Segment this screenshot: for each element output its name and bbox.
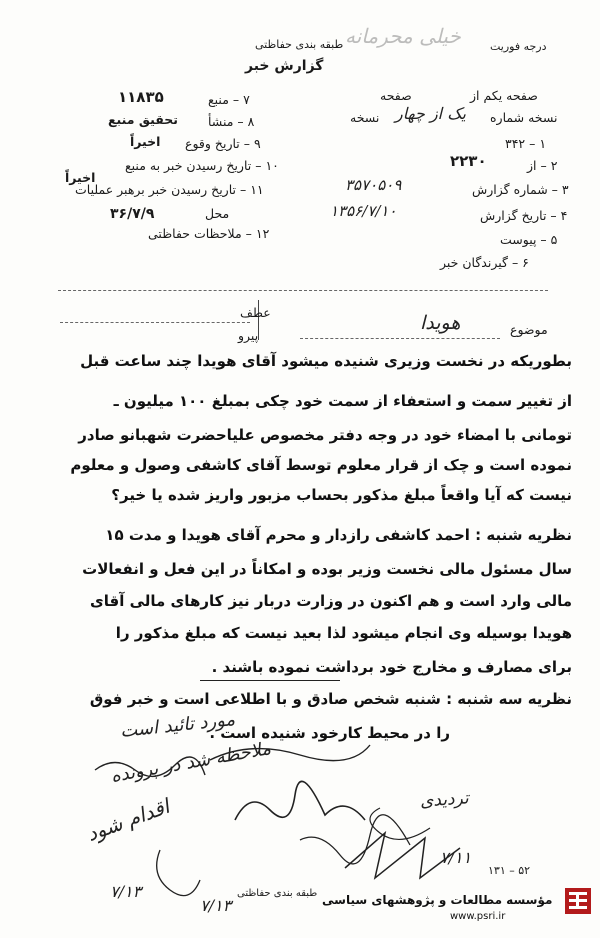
field-1: ۱ – ۳۴۲	[505, 136, 547, 151]
body-line-6: نظریه شنبه : احمد کاشفی رازدار و محرم آقای هویدا و مدت ۱۵	[105, 526, 572, 544]
field-2-label: ۲ – از	[527, 158, 558, 173]
handwritten-date-3: ۷/۱۱	[440, 848, 472, 867]
origin-label: ۸ – منشأ	[208, 114, 255, 129]
body-line-5: نیست که آیا واقعاً مبلغ مذکور بحساب مزبور واریز شده یا خیر؟	[111, 486, 572, 504]
source-label: ۷ – منبع	[208, 92, 250, 107]
atf-sub-label: پیرو	[238, 328, 259, 343]
body-line-1: بطوریکه در نخست وزیری شنیده میشود آقای هویدا چند ساعت قبل	[80, 352, 572, 370]
copy-suffix: نسخه	[350, 110, 380, 125]
form-number: ۱۳۱ – ۵۲	[488, 864, 531, 877]
security-notes-label: ۱۲ – ملاحظات حفاظتی	[148, 226, 270, 241]
received-source-label: ۱۰ – تاریخ رسیدن خبر به منبع	[125, 158, 279, 173]
watermark-org: مؤسسه مطالعات و پژوهشهای سیاسی	[322, 893, 553, 907]
handwritten-annotation-3: اقدام شود	[83, 794, 173, 846]
watermark-url: www.psri.ir	[450, 911, 506, 922]
subject-value: هویدا	[420, 312, 461, 334]
received-ops-label: ۱۱ – تاریخ رسیدن خبر برهبر عملیات	[75, 182, 264, 197]
event-date-label: ۹ – تاریخ وقوع	[185, 136, 261, 151]
subject-label: موضوع	[510, 322, 548, 337]
origin-value: تحقیق منبع	[108, 112, 178, 127]
body-line-12: را در محیط کارخود شنیده است .	[209, 724, 450, 742]
urgency-label: درجه فوریت	[490, 40, 547, 53]
body-line-11: نظریه سه شنبه : شنبه شخص صادق و با اطلاعی است و خبر فوق	[89, 690, 572, 708]
body-line-10: برای مصارف و مخارج خود برداشت نموده باشند .	[211, 658, 572, 676]
report-number-label: ۳ – شماره گزارش	[472, 182, 569, 197]
page-suffix: صفحه	[380, 88, 412, 103]
report-date-label: ۴ – تاریخ گزارش	[480, 208, 568, 223]
report-title: گزارش خبر	[245, 58, 324, 74]
location-value: ۳۶/۷/۹	[110, 206, 155, 222]
report-number-value: ۳۵۷۰۵۰۹	[345, 176, 402, 194]
field-2-value: ۲۲۳۰	[450, 152, 487, 170]
attachment-label: ۵ – پیوست	[500, 232, 558, 247]
body-line-8: مالی وارد است و هم اکنون در وزارت دربار نیز کارهای مالی آقای	[90, 592, 572, 610]
received-source-value: اخیراً	[65, 170, 96, 185]
copy-number-value: یک از چهار	[395, 104, 466, 123]
psri-logo-icon	[565, 888, 591, 914]
classification-bottom: طبقه بندی حفاظتی	[237, 888, 318, 899]
body-line-7: سال مسئول مالی نخست وزیر بوده و امکاناً در این فعل و انفعالات	[82, 560, 572, 578]
classification-top: طبقه بندی حفاظتی	[255, 38, 344, 51]
handwritten-annotation-2: ملاحظه شد در پرونده	[109, 738, 273, 787]
handwritten-annotation-1: مورد تائید است	[119, 709, 237, 742]
body-line-2: از تغییر سمت و استعفاء از سمت خود چکی بمبلغ ۱۰۰ میلیون ـ	[113, 392, 572, 410]
body-line-3: تومانی با امضاء خود در وجه دفتر مخصوص علیاحضرت شهبانو صادر	[78, 426, 572, 444]
event-date-value: اخیراً	[130, 134, 161, 149]
handwritten-date-2: ۷/۱۳	[200, 896, 232, 915]
recipients-label: ۶ – گیرندگان خبر	[440, 255, 529, 270]
handwritten-initials: تردیدی	[419, 788, 470, 812]
body-line-9: هویدا بوسیله وی انجام میشود لذا بعید نیست که مبلغ مذکور را	[115, 624, 572, 642]
page-number-label: صفحه یکم از	[470, 88, 538, 103]
report-date-value: ۱۳۵۶/۷/۱۰	[330, 202, 397, 220]
source-value: ۱۱۸۳۵	[118, 88, 164, 106]
faint-stamp-top: خیلی محرمانه	[345, 24, 461, 48]
body-line-4: نموده است و چک از قرار معلوم توسط آقای کاشفی وصول و معلوم	[70, 456, 572, 474]
atf-label: عطف	[240, 305, 271, 320]
copy-number-label: نسخه شماره	[490, 110, 558, 125]
handwritten-date-1: ۷/۱۳	[110, 882, 142, 901]
location-label: محل	[205, 206, 230, 221]
